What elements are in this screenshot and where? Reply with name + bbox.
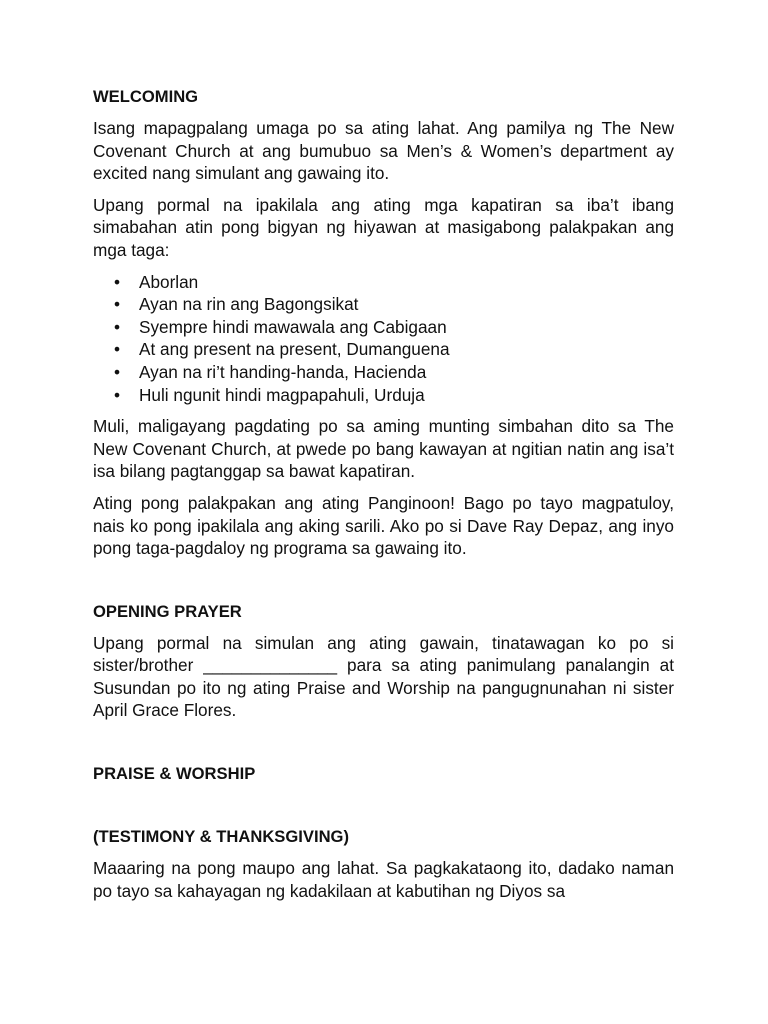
list-item: • Huli ngunit hindi magpapahuli, Urduja [139, 384, 674, 407]
welcoming-paragraph-3: Muli, maligayang pagdating po sa aming munting simbahan dito sa The New Covenant Church, at pwede po bang kawayan at ngitian natin ang isa’t isa bilang pagtanggap sa bawat kapatiran. [93, 416, 674, 482]
congregation-list [93, 271, 674, 407]
list-item: • At ang present na present, Dumanguena [139, 338, 674, 361]
opening-prayer-paragraph: Upang pormal na simulan ang ating gawain, tinatawagan ko po si sister/brother ______________ para sa ating panimulang panalangin at Susundan po ito ng ating Praise and Worship na pangugnunahan ni sister April Grace Flores. [93, 632, 674, 721]
document-body [93, 86, 674, 902]
list-item: • Syempre hindi mawawala ang Cabigaan [139, 316, 674, 339]
testimony-heading: (TESTIMONY & THANKSGIVING) [93, 827, 349, 847]
welcoming-heading: WELCOMING [93, 87, 199, 106]
list-item: • Ayan na rin ang Bagongsikat [139, 293, 674, 316]
praise-worship-heading: PRAISE & WORSHIP [93, 764, 256, 784]
welcoming-paragraph-4: Ating pong palakpakan ang ating Panginoon! Bago po tayo magpatuloy, nais ko pong ipakilala ang aking sarili. Ako po si Dave Ray Depaz, ang inyo pong taga-pagdaloy ng programa sa gawaing ito. [93, 492, 674, 559]
welcoming-paragraph-2: Upang pormal na ipakilala ang ating mga kapatiran sa iba’t ibang simabahan atin pong bigyan ng hiyawan at masigabong palakpakan ang mga taga: [93, 194, 674, 260]
list-item: • Ayan na ri’t handing-handa, Hacienda [139, 361, 674, 384]
welcoming-paragraph-1: Isang mapagpalang umaga po sa ating lahat. Ang pamilya ng The New Covenant Church at ang bumubuo sa Men’s & Women’s department ay excited nang simulant ang gawaing ito. [93, 118, 674, 184]
testimony-paragraph: Maaaring na pong maupo ang lahat. Sa pagkakataong ito, dadako naman po tayo sa kahayagan ng kadakilaan at kabutihan ng Diyos sa [93, 858, 674, 901]
opening-prayer-heading: OPENING PRAYER [93, 601, 242, 621]
list-item: • Aborlan [139, 271, 674, 294]
